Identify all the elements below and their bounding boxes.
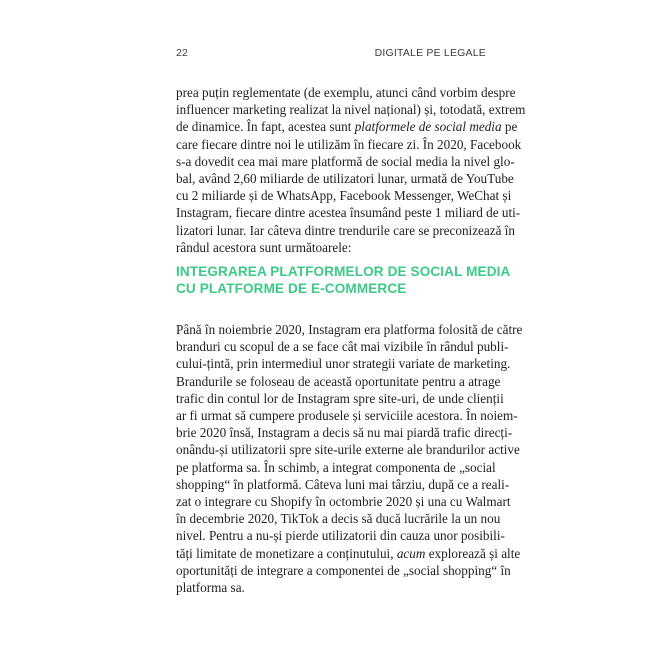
text-line: branduri cu scopul de a se face cât mai vizibile în rândul publi- — [176, 339, 509, 355]
paragraph-section — [176, 321, 523, 596]
section-heading — [176, 264, 511, 297]
text-run: explorează și alte — [425, 545, 521, 561]
text-line: oportunități de integrare a componentei de „social shopping“ în — [176, 562, 511, 578]
page-header — [176, 47, 486, 63]
text-line — [176, 545, 521, 562]
text-run: pe — [501, 119, 518, 135]
text-line: prea puțin reglementate (de exemplu, atunci când vorbim despre — [176, 85, 516, 100]
text-line: brie 2020 însă, Instagram a decis să nu mai piardă trafic direcți- — [176, 425, 513, 441]
text-line: influencer marketing realizat la nivel național) și, totodată, extrem — [176, 102, 526, 118]
text-line — [176, 118, 518, 135]
text-run: tăți limitate de monetizare a conținutului, — [176, 545, 397, 561]
text-line: lizatori lunar. Iar câteva dintre trendurile care se preconizează în — [176, 222, 516, 238]
text-line: Instagram, fiecare dintre acestea însumând peste 1 miliard de uti- — [176, 205, 521, 221]
text-line: zat o integrare cu Shopify în octombrie 2020 și una cu Walmart — [176, 494, 511, 510]
text-line: cu 2 miliarde și de WhatsApp, Facebook Messenger, WeChat și — [176, 188, 512, 204]
heading-line: INTEGRAREA PLATFORMELOR DE SOCIAL MEDIA — [176, 264, 511, 279]
text-line: Până în noiembrie 2020, Instagram era platforma folosită de către — [176, 322, 523, 337]
text-line: bal, având 2,60 miliarde de utilizatori lunar, urmată de YouTube — [176, 171, 514, 187]
text-line: în decembrie 2020, TikTok a decis să ducă lucrările la un nou — [176, 511, 501, 527]
text-line: pe platforma sa. În schimb, a integrat componenta de „social — [176, 459, 496, 475]
text-line: platforma sa. — [176, 580, 245, 596]
text-line: care fiecare dintre noi le utilizăm în fiecare zi. În 2020, Facebook — [176, 136, 522, 152]
text-line: onându-și utilizatorii spre site-urile externe ale brandurilor active — [176, 442, 520, 458]
text-line: nivel. Pentru a nu-și pierde utilizatorii din cauza unor posibili- — [176, 528, 505, 544]
text-run: de dinamice. În fapt, acestea sunt — [176, 119, 355, 135]
emphasis-text: acum — [396, 545, 426, 561]
text-line: trafic din contul lor de Instagram spre site-uri, de unde clienții — [176, 390, 504, 406]
text-line: cului-țintă, prin intermediul unor strategii variate de marketing. — [176, 356, 511, 372]
text-line: Brandurile se foloseau de această oportunitate pentru a atrage — [176, 373, 501, 389]
text-line: s-a dovedit cea mai mare platformă de social media la nivel glo- — [176, 153, 515, 169]
text-line: ar fi urmat să cumpere produsele și serviciile acestora. În noiem- — [176, 408, 518, 424]
emphasis-text: platformele de social media — [354, 119, 502, 135]
page-number: 22 — [176, 47, 189, 59]
paragraph-intro — [176, 84, 526, 256]
text-line: rândul acestora sunt următoarele: — [176, 239, 352, 255]
heading-line: CU PLATFORME DE E-COMMERCE — [176, 280, 407, 296]
running-title: DIGITALE PE LEGALE — [374, 47, 486, 59]
text-line: shopping“ în platformă. Câteva luni mai târziu, după ce a reali- — [176, 476, 510, 492]
